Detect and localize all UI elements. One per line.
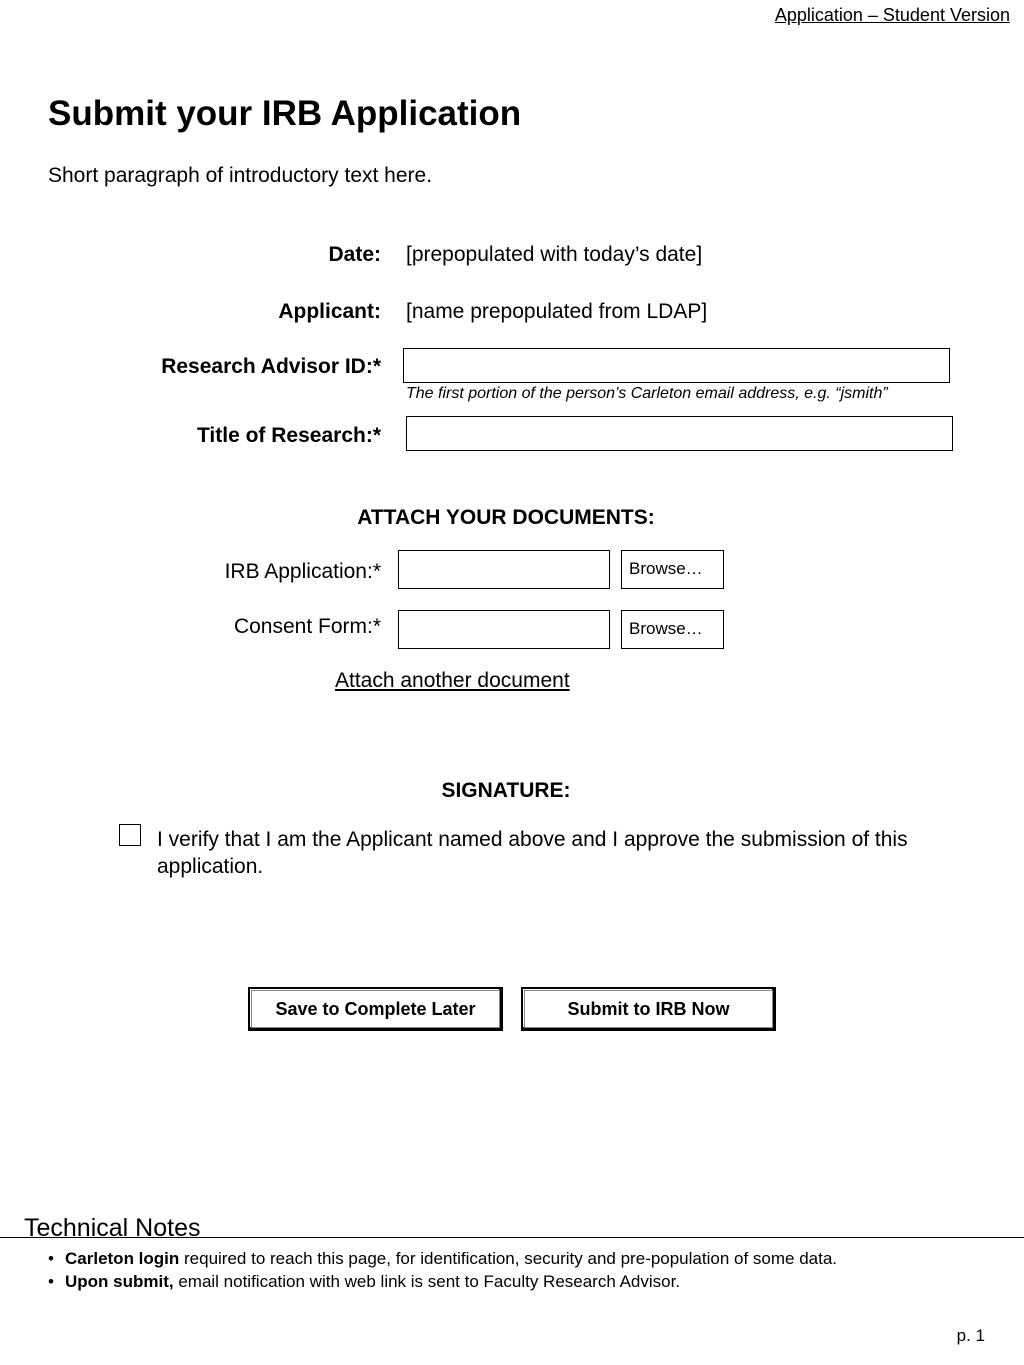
applicant-value: [name prepopulated from LDAP] [406,300,708,323]
consent-form-label: Consent Form:* [233,615,381,638]
consent-form-browse-button[interactable]: Browse… [621,610,724,649]
applicant-label: Applicant: [278,300,381,323]
attach-documents-heading: ATTACH YOUR DOCUMENTS: [357,506,655,529]
title-of-research-input[interactable] [406,416,953,451]
date-value: [prepopulated with today’s date] [406,243,703,266]
technical-note-item [48,1247,837,1270]
research-advisor-id-input[interactable] [403,348,950,383]
technical-note-bold: Upon submit, [65,1272,174,1291]
irb-application-file-input[interactable] [398,550,610,589]
intro-text: Short paragraph of introductory text here. [48,164,433,187]
page-number: p. 1 [956,1326,985,1345]
verify-checkbox[interactable] [119,824,141,846]
technical-note-text: email notification with web link is sent to Faculty Research Advisor. [173,1272,681,1291]
technical-note-bold: Carleton login [65,1249,180,1268]
bullet-icon: • [48,1272,54,1291]
signature-heading: SIGNATURE: [441,779,571,802]
date-label: Date: [328,243,381,266]
technical-note-item [48,1270,837,1293]
technical-notes-divider [0,1237,1024,1238]
page-title: Submit your IRB Application [48,94,522,133]
technical-notes-title: Technical Notes [24,1214,201,1242]
verify-statement: I verify that I am the Applicant named above and I approve the submission of this application. [157,828,908,878]
research-advisor-id-hint: The first portion of the person’s Carleton email address, e.g. “jsmith” [406,385,888,402]
save-to-complete-later-button[interactable]: Save to Complete Later [248,987,503,1031]
technical-notes-list [48,1247,837,1293]
irb-application-browse-button[interactable]: Browse… [621,550,724,589]
technical-note-text: required to reach this page, for identification, security and pre-population of some data. [179,1249,838,1268]
submit-to-irb-now-button[interactable]: Submit to IRB Now [521,987,776,1031]
research-advisor-id-label: Research Advisor ID:* [161,355,381,378]
bullet-icon: • [48,1249,54,1268]
irb-application-label: IRB Application:* [224,560,381,583]
student-version-link[interactable]: Application – Student Version [774,5,1010,25]
consent-form-file-input[interactable] [398,610,610,649]
attach-another-document-link[interactable]: Attach another document [335,669,570,692]
title-of-research-label: Title of Research:* [196,424,381,447]
